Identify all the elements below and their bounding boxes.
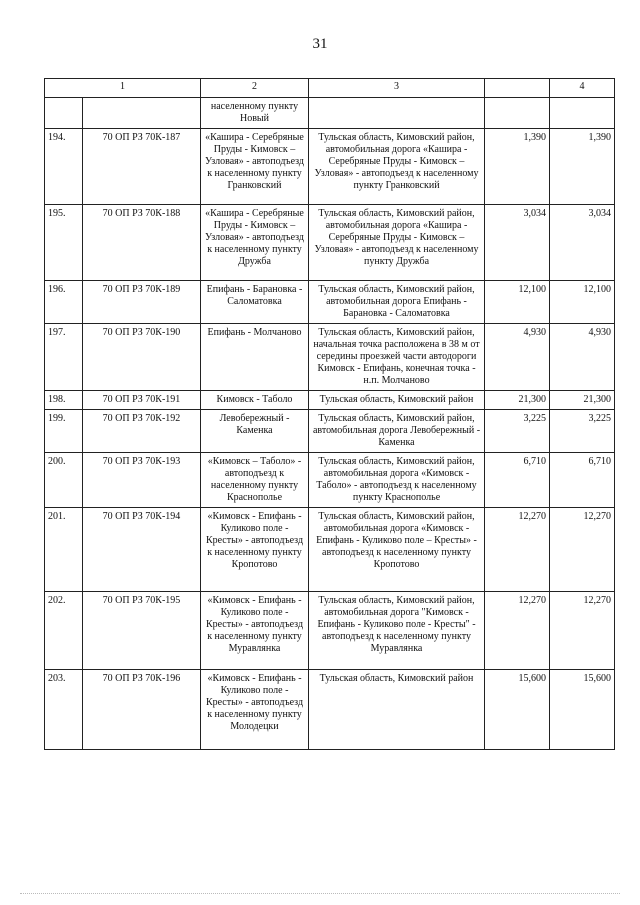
header-col-4: 4	[550, 79, 615, 98]
header-col-1: 1	[45, 79, 201, 98]
row-number: 202.	[45, 592, 83, 670]
length-total: 3,034	[550, 205, 615, 281]
road-name: «Кашира - Серебряные Пруды - Кимовск – Узловая» - автоподъезд к населенному пункту Дружба	[201, 205, 309, 281]
road-name: Левобережный - Каменка	[201, 410, 309, 453]
length-total: 6,710	[550, 453, 615, 508]
road-id: 70 ОП РЗ 70К-188	[83, 205, 201, 281]
road-id: 70 ОП РЗ 70К-195	[83, 592, 201, 670]
length-total: 12,270	[550, 592, 615, 670]
road-id: 70 ОП РЗ 70К-190	[83, 324, 201, 391]
table-row	[45, 98, 615, 129]
table-row	[45, 324, 615, 391]
road-name: населенному пункту Новый	[201, 98, 309, 129]
road-name: «Кимовск - Епифань - Куликово поле - Кресты» - автоподъезд к населенному пункту Муравлянка	[201, 592, 309, 670]
road-name: Епифань - Барановка - Саломатовка	[201, 281, 309, 324]
table-row	[45, 281, 615, 324]
road-id: 70 ОП РЗ 70К-196	[83, 670, 201, 750]
road-name: «Кимовск - Епифань - Куликово поле - Кресты» - автоподъезд к населенному пункту Кропотово	[201, 508, 309, 592]
table-row	[45, 129, 615, 205]
row-number: 201.	[45, 508, 83, 592]
length-total	[550, 98, 615, 129]
road-name: «Кимовск – Таболо» - автоподъезд к населенному пункту Краснополье	[201, 453, 309, 508]
road-location: Тульская область, Кимовский район, автомобильная дорога «Кашира - Серебряные Пруды - Кимовск – Узловая» - автоподъезд к населенному пункту Гранковский	[309, 129, 485, 205]
length-total: 12,100	[550, 281, 615, 324]
road-location	[309, 98, 485, 129]
road-id: 70 ОП РЗ 70К-187	[83, 129, 201, 205]
table-row	[45, 391, 615, 410]
road-location: Тульская область, Кимовский район, автомобильная дорога «Кимовск - Таболо» - автоподъезд к населенному пункту Краснополье	[309, 453, 485, 508]
road-id: 70 ОП РЗ 70К-194	[83, 508, 201, 592]
road-name: «Кашира - Серебряные Пруды - Кимовск – Узловая» - автоподъезд к населенному пункту Гранковский	[201, 129, 309, 205]
length-total: 12,270	[550, 508, 615, 592]
length-value: 3,034	[485, 205, 550, 281]
row-number: 200.	[45, 453, 83, 508]
road-location: Тульская область, Кимовский район	[309, 670, 485, 750]
length-value: 12,270	[485, 508, 550, 592]
table-row	[45, 670, 615, 750]
row-number: 194.	[45, 129, 83, 205]
road-id: 70 ОП РЗ 70К-191	[83, 391, 201, 410]
length-value: 21,300	[485, 391, 550, 410]
road-location: Тульская область, Кимовский район, автомобильная дорога Левобережный - Каменка	[309, 410, 485, 453]
length-value: 1,390	[485, 129, 550, 205]
road-location: Тульская область, Кимовский район, автомобильная дорога «Кашира - Серебряные Пруды - Кимовск – Узловая» - автоподъезд к населенному пункту Дружба	[309, 205, 485, 281]
page-bottom-rule	[20, 893, 620, 894]
length-total: 4,930	[550, 324, 615, 391]
road-location: Тульская область, Кимовский район, автомобильная дорога Епифань - Барановка - Саломатовка	[309, 281, 485, 324]
road-register-table	[44, 78, 615, 750]
length-total: 1,390	[550, 129, 615, 205]
table-row	[45, 410, 615, 453]
table-row	[45, 453, 615, 508]
road-location: Тульская область, Кимовский район, автомобильная дорога «Кимовск - Епифань - Куликово поле – Кресты» - автоподъезд к населенному пункту Кропотово	[309, 508, 485, 592]
row-number: 195.	[45, 205, 83, 281]
road-id: 70 ОП РЗ 70К-189	[83, 281, 201, 324]
road-id	[83, 98, 201, 129]
road-location: Тульская область, Кимовский район, начальная точка расположена в 38 м от середины проезжей части автодороги Кимовск - Епифань, конечная точка - н.п. Молчаново	[309, 324, 485, 391]
length-value: 4,930	[485, 324, 550, 391]
road-id: 70 ОП РЗ 70К-192	[83, 410, 201, 453]
length-value: 15,600	[485, 670, 550, 750]
length-total: 15,600	[550, 670, 615, 750]
length-total: 21,300	[550, 391, 615, 410]
length-total: 3,225	[550, 410, 615, 453]
road-name: Кимовск - Таболо	[201, 391, 309, 410]
table-row	[45, 508, 615, 592]
road-id: 70 ОП РЗ 70К-193	[83, 453, 201, 508]
length-value: 6,710	[485, 453, 550, 508]
header-col-3: 3	[309, 79, 485, 98]
road-location: Тульская область, Кимовский район, автомобильная дорога "Кимовск - Епифань - Куликово поле - Кресты" - автоподъезд к населенному пункту Муравлянка	[309, 592, 485, 670]
length-value: 12,100	[485, 281, 550, 324]
page-number: 31	[312, 36, 328, 52]
row-number: 199.	[45, 410, 83, 453]
header-col-2: 2	[201, 79, 309, 98]
length-value: 3,225	[485, 410, 550, 453]
row-number: 203.	[45, 670, 83, 750]
table-row	[45, 592, 615, 670]
length-value	[485, 98, 550, 129]
header-row	[45, 79, 615, 98]
road-name: «Кимовск - Епифань - Куликово поле - Кресты» - автоподъезд к населенному пункту Молодецки	[201, 670, 309, 750]
row-number: 197.	[45, 324, 83, 391]
row-number: 196.	[45, 281, 83, 324]
length-value: 12,270	[485, 592, 550, 670]
table-row	[45, 205, 615, 281]
road-name: Епифань - Молчаново	[201, 324, 309, 391]
road-location: Тульская область, Кимовский район	[309, 391, 485, 410]
row-number	[45, 98, 83, 129]
header-col-empty	[485, 79, 550, 98]
row-number: 198.	[45, 391, 83, 410]
